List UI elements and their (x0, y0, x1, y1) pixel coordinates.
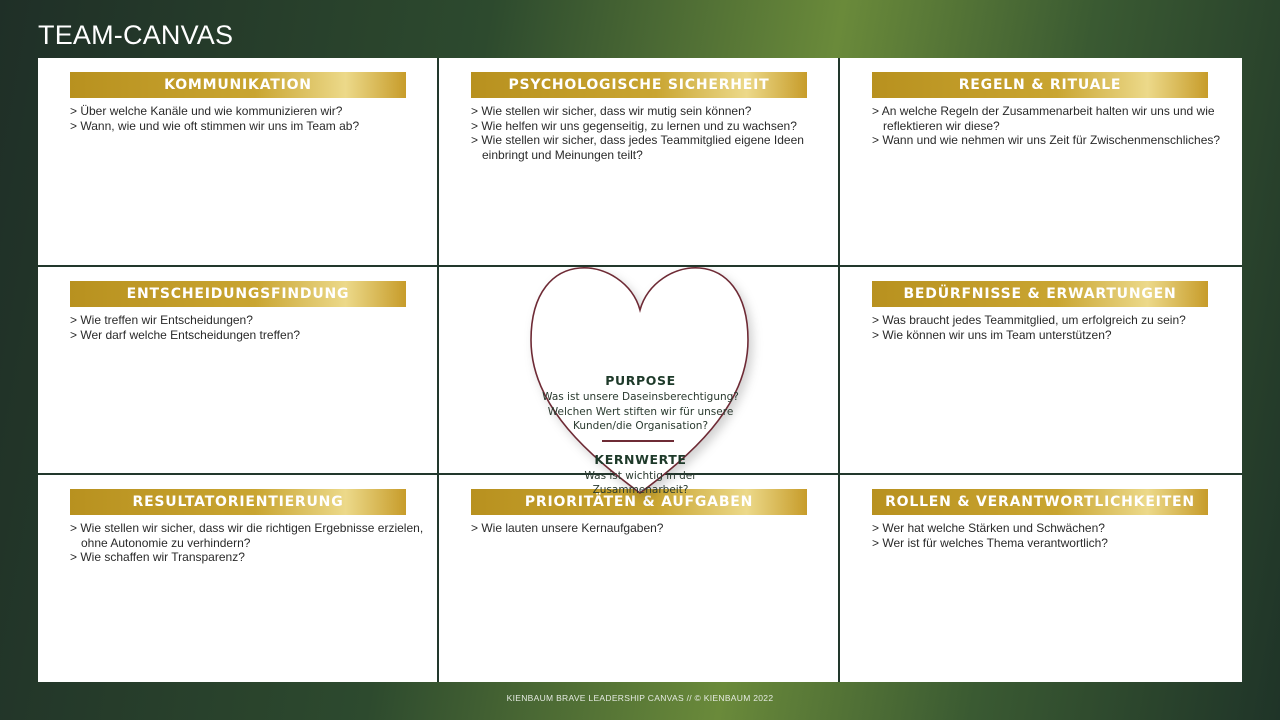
heart-divider (602, 440, 674, 442)
cell-psychologische-sicherheit (439, 58, 839, 264)
purpose-line: Was ist unsere Daseinsberechtigung? (542, 391, 739, 403)
question-item: > Wie können wir uns im Team unterstützen? (872, 328, 1236, 343)
question-list (70, 313, 434, 342)
question-list (872, 104, 1236, 148)
cell-badge: PSYCHOLOGISCHE SICHERHEIT (471, 72, 807, 98)
purpose-line: Kunden/die Organisation? (572, 420, 709, 432)
question-item: > An welche Regeln der Zusammenarbeit halten wir uns und wie reflektieren wir diese? (872, 104, 1236, 133)
cell-badge: REGELN & RITUALE (872, 72, 1208, 98)
cell-badge: BEDÜRFNISSE & ERWARTUNGEN (872, 281, 1208, 307)
cell-badge: KOMMUNIKATION (70, 72, 406, 98)
question-item: > Wer ist für welches Thema verantwortlich? (872, 536, 1236, 551)
question-item: > Wie stellen wir sicher, dass wir die richtigen Ergebnisse erzielen, ohne Autonomie zu verhindern? (70, 521, 434, 550)
question-list (70, 104, 434, 133)
question-list (872, 313, 1236, 342)
cell-kommunikation (38, 58, 438, 264)
page-title: TEAM-CANVAS (38, 20, 234, 50)
heart-core (493, 248, 788, 543)
question-item: > Wie stellen wir sicher, dass wir mutig sein können? (471, 104, 835, 119)
question-item: > Wie lauten unsere Kernaufgaben? (471, 521, 835, 536)
cell-entscheidungsfindung (38, 267, 438, 473)
cell-beduerfnisse-erwartungen (840, 267, 1240, 473)
cell-resultatorientierung (38, 475, 438, 681)
footer-text: KIENBAUM BRAVE LEADERSHIP CANVAS // © KIENBAUM 2022 (506, 693, 774, 703)
question-item: > Wie schaffen wir Transparenz? (70, 550, 434, 565)
question-item: > Über welche Kanäle und wie kommunizieren wir? (70, 104, 434, 119)
question-list (471, 104, 835, 162)
cell-rollen-verantwortlichkeiten (840, 475, 1240, 681)
cell-badge: RESULTATORIENTIERUNG (70, 489, 406, 515)
question-item: > Wie treffen wir Entscheidungen? (70, 313, 434, 328)
cell-badge: ROLLEN & VERANTWORTLICHKEITEN (872, 489, 1208, 515)
purpose-line: Welchen Wert stiften wir für unsere (547, 406, 734, 418)
values-title: KERNWERTE (594, 452, 687, 467)
question-list (70, 521, 434, 565)
question-item: > Wann, wie und wie oft stimmen wir uns im Team ab? (70, 119, 434, 134)
cell-regeln-rituale (840, 58, 1240, 264)
question-item: > Was braucht jedes Teammitglied, um erfolgreich zu sein? (872, 313, 1236, 328)
question-item: > Wie helfen wir uns gegenseitig, zu lernen und zu wachsen? (471, 119, 835, 134)
question-item: > Wie stellen wir sicher, dass jedes Teammitglied eigene Ideen einbringt und Meinungen teilt? (471, 133, 835, 162)
question-list (872, 521, 1236, 550)
cell-badge: ENTSCHEIDUNGSFINDUNG (70, 281, 406, 307)
question-item: > Wann und wie nehmen wir uns Zeit für Zwischenmenschliches? (872, 133, 1236, 148)
canvas-board (38, 58, 1242, 682)
cell-badge: PRIORITÄTEN & AUFGABEN (471, 489, 807, 515)
values-line: Zusammenarbeit? (592, 484, 689, 496)
values-line: Was ist wichtig in der (584, 470, 697, 482)
question-item: > Wer hat welche Stärken und Schwächen? (872, 521, 1236, 536)
purpose-title: PURPOSE (605, 373, 676, 388)
question-item: > Wer darf welche Entscheidungen treffen? (70, 328, 434, 343)
